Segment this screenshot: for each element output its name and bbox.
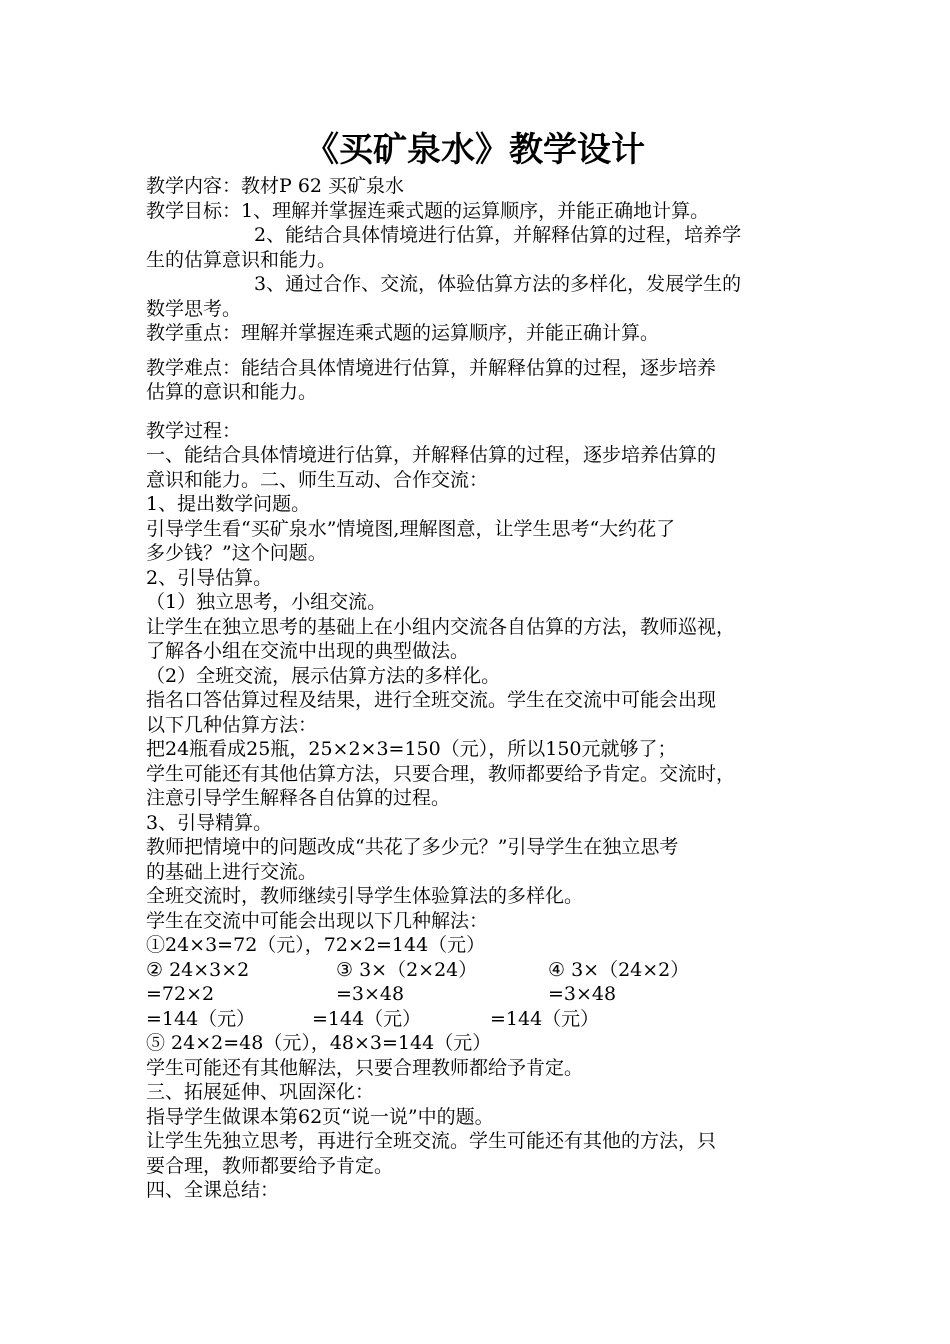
solution-3-step: ③ 3×（2×24） [336, 958, 478, 981]
teaching-key-point: 教学重点：理解并掌握连乘式题的运算顺序，并能正确计算。 [146, 322, 660, 344]
paragraph-line: 的基础上进行交流。 [146, 860, 318, 883]
teaching-goal-2-cont: 生的估算意识和能力。 [146, 248, 337, 271]
paragraph-line: 让学生先独立思考，再进行全班交流。学生可能还有其他的方法，只 [146, 1130, 717, 1152]
solution-row-1 [146, 958, 816, 983]
teaching-goal-1: 教学目标：1、理解并掌握连乘式题的运算顺序，并能正确地计算。 [146, 199, 710, 222]
paragraph-line: 全班交流时，教师继续引导学生体验算法的多样化。 [146, 885, 584, 907]
solution-2-result: =144（元） [146, 1007, 256, 1030]
paragraph-line: 引导学生看“买矿泉水”情境图,理解图意，让学生思考“大约花了 [146, 517, 676, 540]
solution-3-step: =3×48 [336, 983, 405, 1005]
teaching-difficulty: 教学难点：能结合具体情境进行估算，并解释估算的过程，逐步培养 [146, 356, 717, 379]
paragraph-line: 四、全课总结： [146, 1179, 280, 1201]
solution-4-step: =3×48 [548, 983, 617, 1005]
solution-row-2 [146, 982, 816, 1007]
paragraph-line: 要合理，教师都要给予肯定。 [146, 1154, 394, 1177]
paragraph-line: 教师把情境中的问题改成“共花了多少元？”引导学生在独立思考 [146, 836, 679, 858]
teaching-process-heading: 教学过程： [146, 419, 242, 442]
paragraph-line: 指导学生做课本第62页“说一说”中的题。 [146, 1105, 494, 1128]
paragraph-line: 以下几种估算方法： [146, 713, 318, 736]
document-body [146, 174, 816, 1203]
teaching-goal-3-cont: 数学思考。 [146, 297, 242, 320]
teaching-content-line: 教学内容：教材P 62 买矿泉水 [146, 175, 405, 197]
paragraph-line: 学生在交流中可能会出现以下几种解法： [146, 909, 489, 932]
paragraph-line: 一、能结合具体情境进行估算，并解释估算的过程，逐步培养估算的 [146, 444, 717, 466]
paragraph-line: 1、提出数学问题。 [146, 493, 311, 515]
teaching-goal-2: 2、能结合具体情境进行估算，并解释估算的过程，培养学 [254, 224, 742, 246]
solution-row-3 [146, 1007, 816, 1032]
teaching-goal-3: 3、通过合作、交流，体验估算方法的多样化，发展学生的 [254, 273, 742, 295]
teaching-difficulty-cont: 估算的意识和能力。 [146, 381, 318, 403]
paragraph-line: 注意引导学生解释各自估算的过程。 [146, 787, 451, 809]
document-title: 《买矿泉水》教学设计 [305, 130, 645, 170]
paragraph-line: 把24瓶看成25瓶，25×2×3=150（元），所以150元就够了； [146, 738, 677, 760]
solution-2-step: ② 24×3×2 [146, 958, 250, 981]
paragraph-line: （1）独立思考，小组交流。 [146, 591, 387, 613]
solution-3-result: =144（元） [312, 1007, 422, 1030]
paragraph-line: 指名口答估算过程及结果，进行全班交流。学生在交流中可能会出现 [146, 689, 717, 711]
solution-2-step: =72×2 [146, 983, 215, 1005]
paragraph-line: 了解各小组在交流中出现的典型做法。 [146, 640, 470, 662]
paragraph-line: （2）全班交流，展示估算方法的多样化。 [146, 664, 501, 687]
paragraph-line: 学生可能还有其他估算方法，只要合理，教师都要给予肯定。交流时， [146, 762, 736, 785]
paragraph-line: 意识和能力。二、师生互动、合作交流： [146, 468, 489, 491]
paragraph-line: 3、引导精算。 [146, 811, 273, 834]
solution-1: ①24×3=72（元），72×2=144（元） [146, 934, 486, 956]
paragraph-line: 多少钱？”这个问题。 [146, 542, 327, 564]
solution-4-result: =144（元） [490, 1007, 600, 1030]
solution-5: ⑤ 24×2=48（元），48×3=144（元） [146, 1032, 492, 1054]
paragraph-line: 2、引导估算。 [146, 566, 273, 589]
paragraph-line: 三、拓展延伸、巩固深化： [146, 1081, 375, 1103]
solution-4-step: ④ 3×（24×2） [548, 958, 690, 981]
paragraph-line: 学生可能还有其他解法，只要合理教师都给予肯定。 [146, 1056, 584, 1079]
paragraph-line: 让学生在独立思考的基础上在小组内交流各自估算的方法，教师巡视， [146, 615, 736, 638]
